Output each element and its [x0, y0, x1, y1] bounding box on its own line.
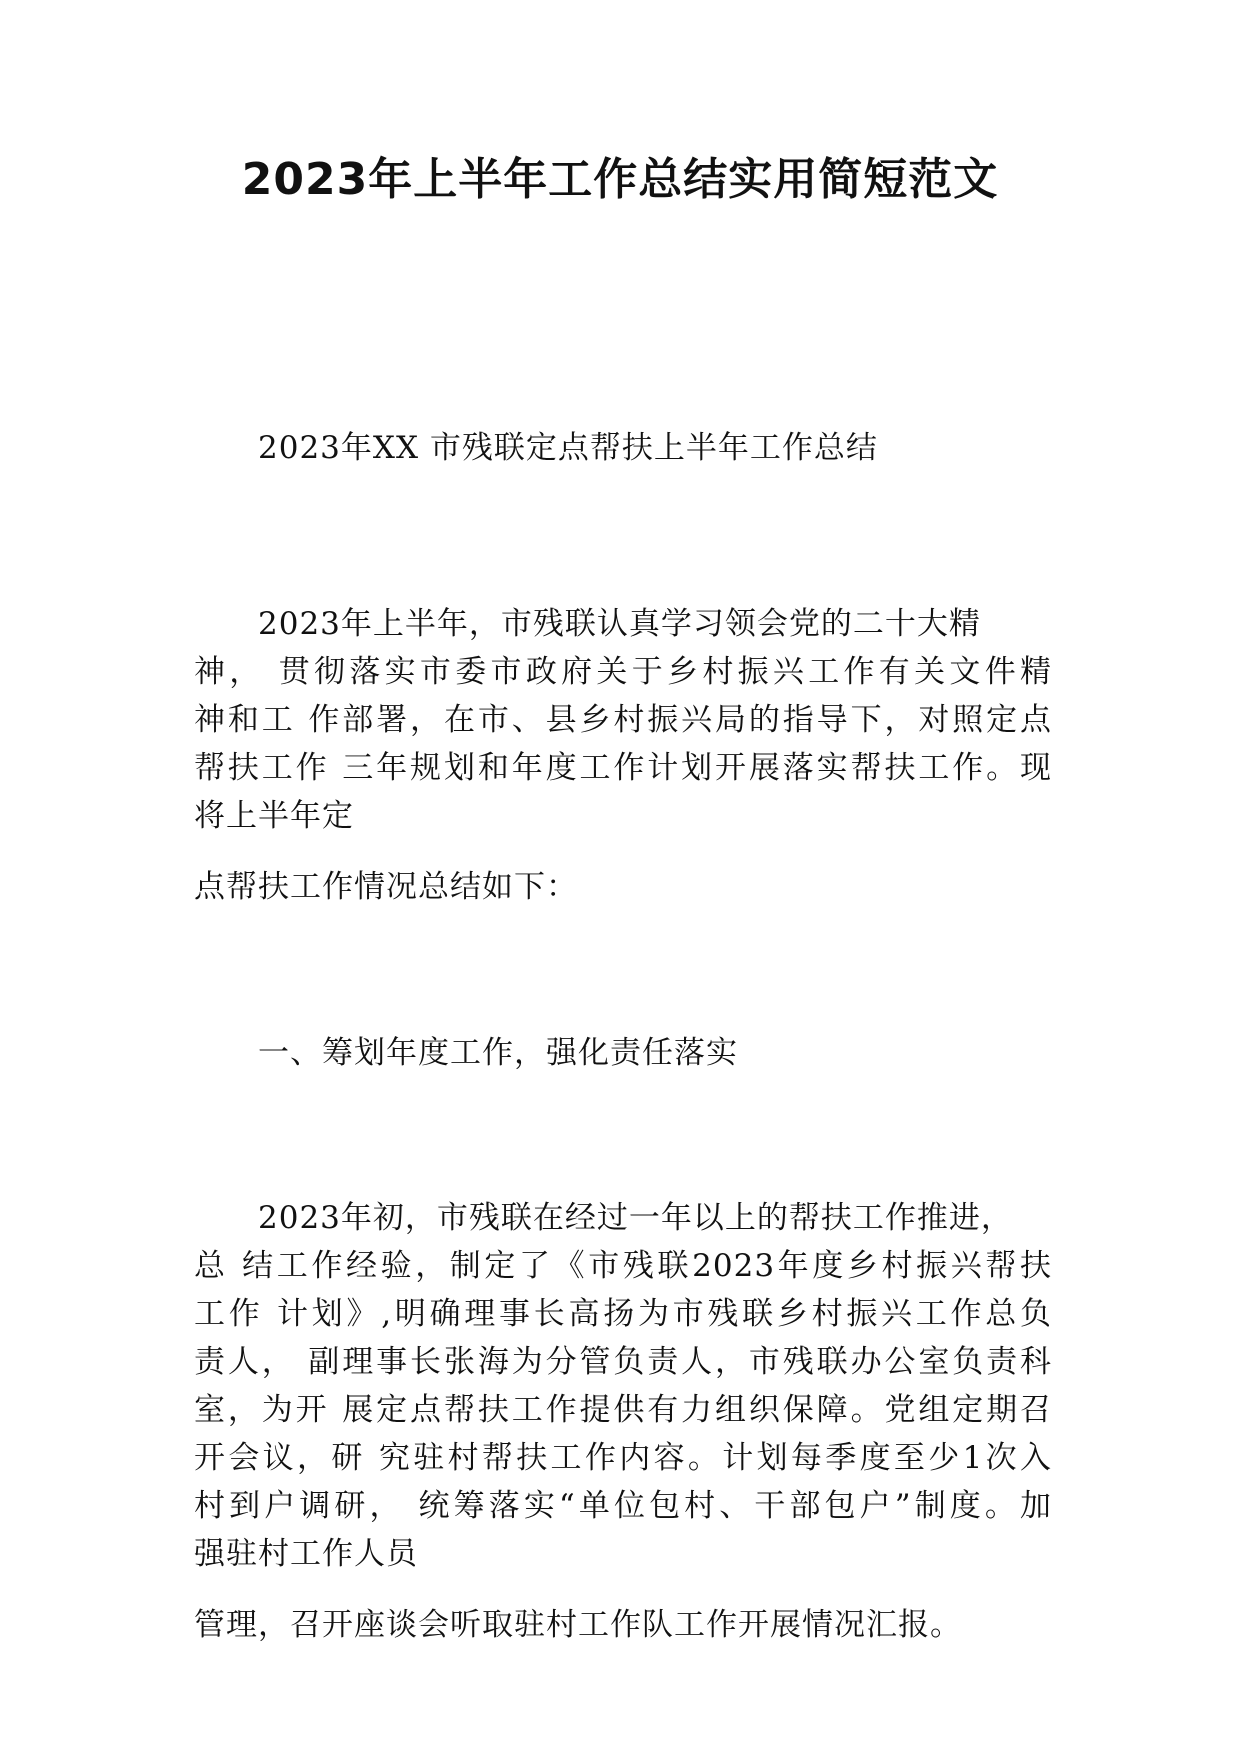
paragraph-2-continuation: 管理，召开座谈会听取驻村工作队工作开展情况汇报。	[194, 1607, 962, 1643]
paragraph-2-line-4: 责人， 副理事长张海为分管负责人，市残联办公室负责科	[194, 1344, 1052, 1380]
document-title: 2023年上半年工作总结实用简短范文	[241, 154, 999, 205]
paragraph-1-continuation: 点帮扶工作情况总结如下：	[194, 869, 578, 905]
paragraph-2-line-1: 2023年初，市残联在经过一年以上的帮扶工作推进，	[258, 1200, 1013, 1236]
paragraph-1-line-2: 神， 贯彻落实市委市政府关于乡村振兴工作有关文件精	[194, 654, 1052, 690]
paragraph-2-line-2: 总 结工作经验，制定了《市残联2023年度乡村振兴帮扶	[194, 1248, 1052, 1284]
paragraph-1-line-1: 2023年上半年，市残联认真学习领会党的二十大精	[258, 606, 981, 642]
paragraph-1-line-5: 将上半年定	[194, 798, 354, 834]
paragraph-2-line-7: 村到户调研， 统筹落实“单位包村、干部包户”制度。加	[194, 1488, 1052, 1524]
section-1-heading: 一、筹划年度工作，强化责任落实	[258, 1035, 738, 1071]
paragraph-2-line-3: 工作 计划》,明确理事长高扬为市残联乡村振兴工作总负	[194, 1296, 1052, 1332]
paragraph-2-line-6: 开会议，研 究驻村帮扶工作内容。计划每季度至少1次入	[194, 1440, 1052, 1476]
report-subtitle: 2023年XX 市残联定点帮扶上半年工作总结	[258, 430, 878, 466]
paragraph-2-line-8: 强驻村工作人员	[194, 1536, 418, 1572]
paragraph-1-line-4: 帮扶工作 三年规划和年度工作计划开展落实帮扶工作。现	[194, 750, 1052, 786]
paragraph-1-line-3: 神和工 作部署，在市、县乡村振兴局的指导下，对照定点	[194, 702, 1052, 738]
paragraph-2-line-5: 室，为开 展定点帮扶工作提供有力组织保障。党组定期召	[194, 1392, 1052, 1428]
